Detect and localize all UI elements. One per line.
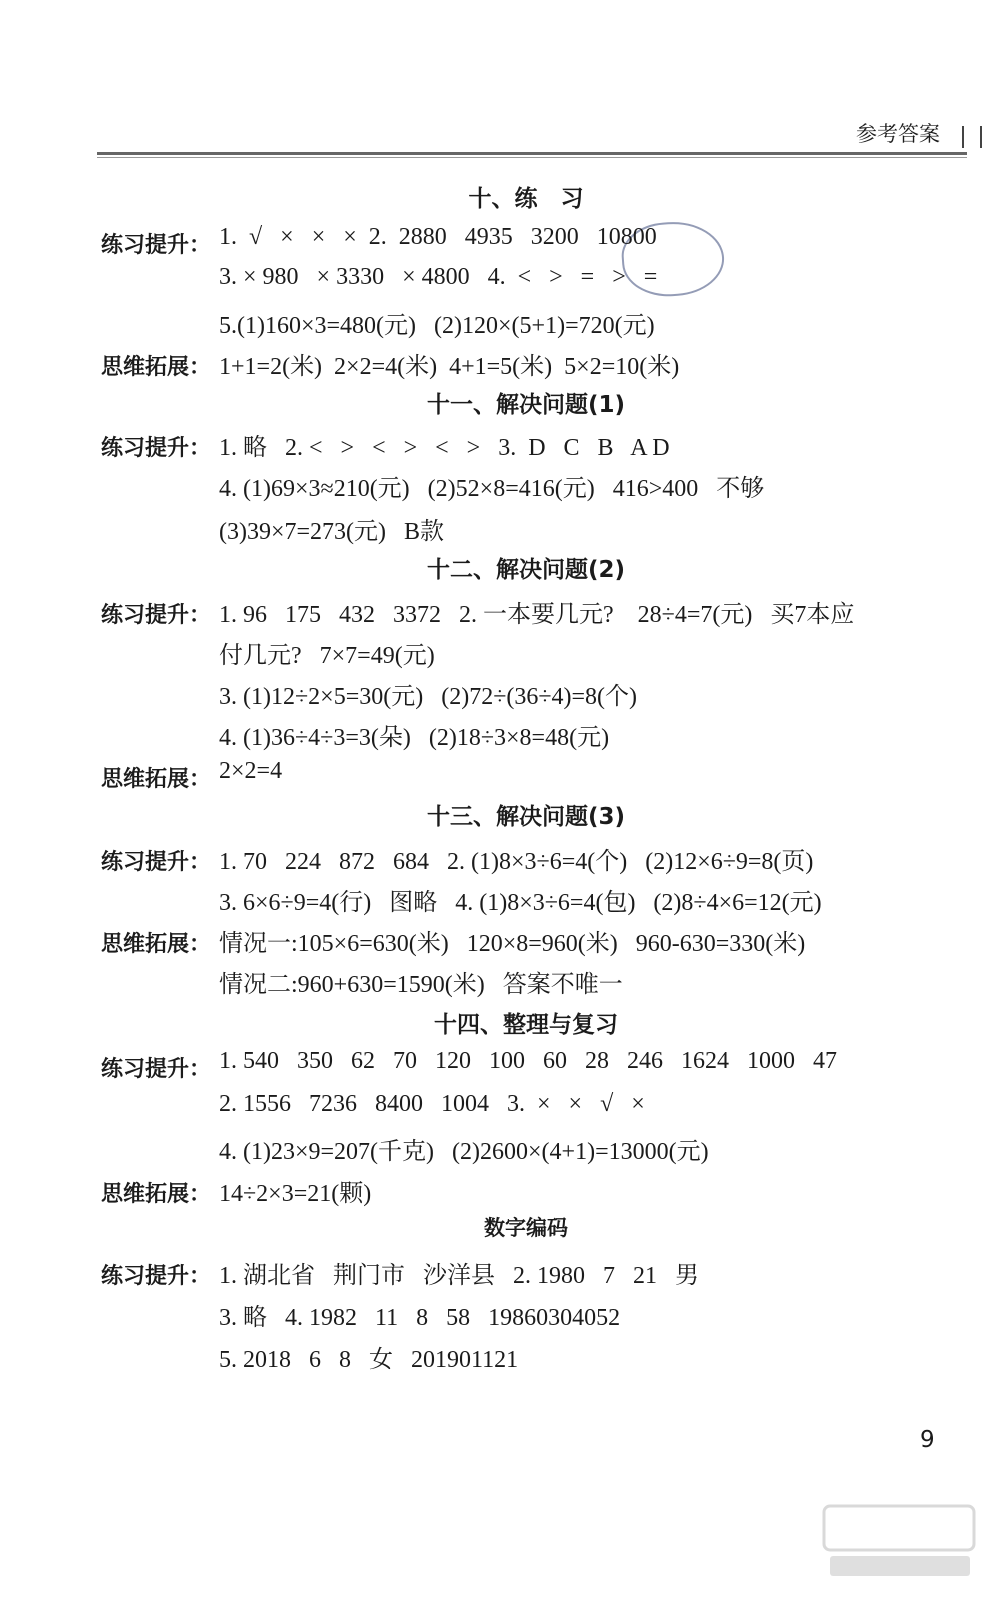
- answer-line: 付几元? 7×7=49(元): [219, 643, 435, 669]
- answer-line: 3. 6×6÷9=4(行) 图略 4. (1)8×3÷6=4(包) (2)8÷4×6=12(元): [219, 890, 822, 916]
- answer-line: 1. 96 175 432 3372 2. 一本要几元? 28÷4=7(元) 买7本应: [219, 602, 855, 628]
- answer-line: 情况一:105×6=630(米) 120×8=960(米) 960-630=330(米): [219, 931, 806, 957]
- section-title: 数字编码: [484, 1216, 568, 1240]
- section-title: 十一、解决问题(1): [426, 392, 626, 418]
- answer-line: 1+1=2(米) 2×2=4(米) 4+1=5(米) 5×2=10(米): [219, 354, 680, 380]
- line-label: 思维拓展：: [101, 1182, 212, 1207]
- answer-line: 2. 1556 7236 8400 1004 3. × × √ ×: [219, 1091, 645, 1117]
- line-label: 练习提升：: [101, 1057, 212, 1082]
- section-title: 十三、解决问题(3): [426, 804, 626, 830]
- answer-line: 5.(1)160×3=480(元) (2)120×(5+1)=720(元): [219, 313, 655, 339]
- answer-line: 2×2=4: [219, 758, 283, 784]
- answer-line: 3. 略 4. 1982 11 8 58 19860304052: [219, 1305, 621, 1331]
- line-label: 思维拓展：: [101, 355, 212, 380]
- line-label: 练习提升：: [101, 436, 212, 461]
- answer-line: 5. 2018 6 8 女 201901121: [219, 1347, 519, 1373]
- page-number: 9: [920, 1427, 935, 1453]
- corner-watermark-logo: [820, 1502, 980, 1582]
- answer-line: 1. 略 2. < > < > < > 3. D C B A D: [219, 435, 670, 461]
- line-label: 练习提升：: [101, 603, 212, 628]
- answer-line: 14÷2×3=21(颗): [219, 1181, 372, 1207]
- line-label: 练习提升：: [101, 1264, 212, 1289]
- header-rule: [97, 152, 967, 155]
- answer-line: 1. 湖北省 荆门市 沙洋县 2. 1980 7 21 男: [219, 1263, 699, 1289]
- section-title: 十、练 习: [468, 186, 584, 212]
- section-title: 十二、解决问题(2): [426, 557, 626, 583]
- answer-line: 1. 540 350 62 70 120 100 60 28 246 1624 1000 47: [219, 1048, 837, 1074]
- answer-line: 3. × 980 × 3330 × 4800 4. < > = > =: [219, 264, 658, 290]
- answer-line: 4. (1)69×3≈210(元) (2)52×8=416(元) 416>400 不够: [219, 476, 765, 502]
- answer-line: 4. (1)23×9=207(千克) (2)2600×(4+1)=13000(元): [219, 1139, 709, 1165]
- header-rule-thin: [97, 157, 967, 158]
- header-label: 参考答案: [856, 122, 940, 146]
- header-decoration: [962, 126, 982, 148]
- line-label: 思维拓展：: [101, 932, 212, 957]
- faint-watermark: [160, 1120, 188, 1157]
- answer-line: (3)39×7=273(元) B款: [219, 519, 445, 545]
- answer-line: 4. (1)36÷4÷3=3(朵) (2)18÷3×8=48(元): [219, 725, 610, 751]
- answer-line: 情况二:960+630=1590(米) 答案不唯一: [219, 972, 623, 998]
- line-label: 思维拓展：: [101, 767, 212, 792]
- line-label: 练习提升：: [101, 233, 212, 258]
- answer-line: 1. √ × × × 2. 2880 4935 3200 10800: [219, 224, 657, 250]
- line-label: 练习提升：: [101, 850, 212, 875]
- answer-line: 1. 70 224 872 684 2. (1)8×3÷6=4(个) (2)12×6÷9=8(页): [219, 849, 814, 875]
- answer-line: 3. (1)12÷2×5=30(元) (2)72÷(36÷4)=8(个): [219, 684, 638, 710]
- section-title: 十四、整理与复习: [434, 1012, 618, 1038]
